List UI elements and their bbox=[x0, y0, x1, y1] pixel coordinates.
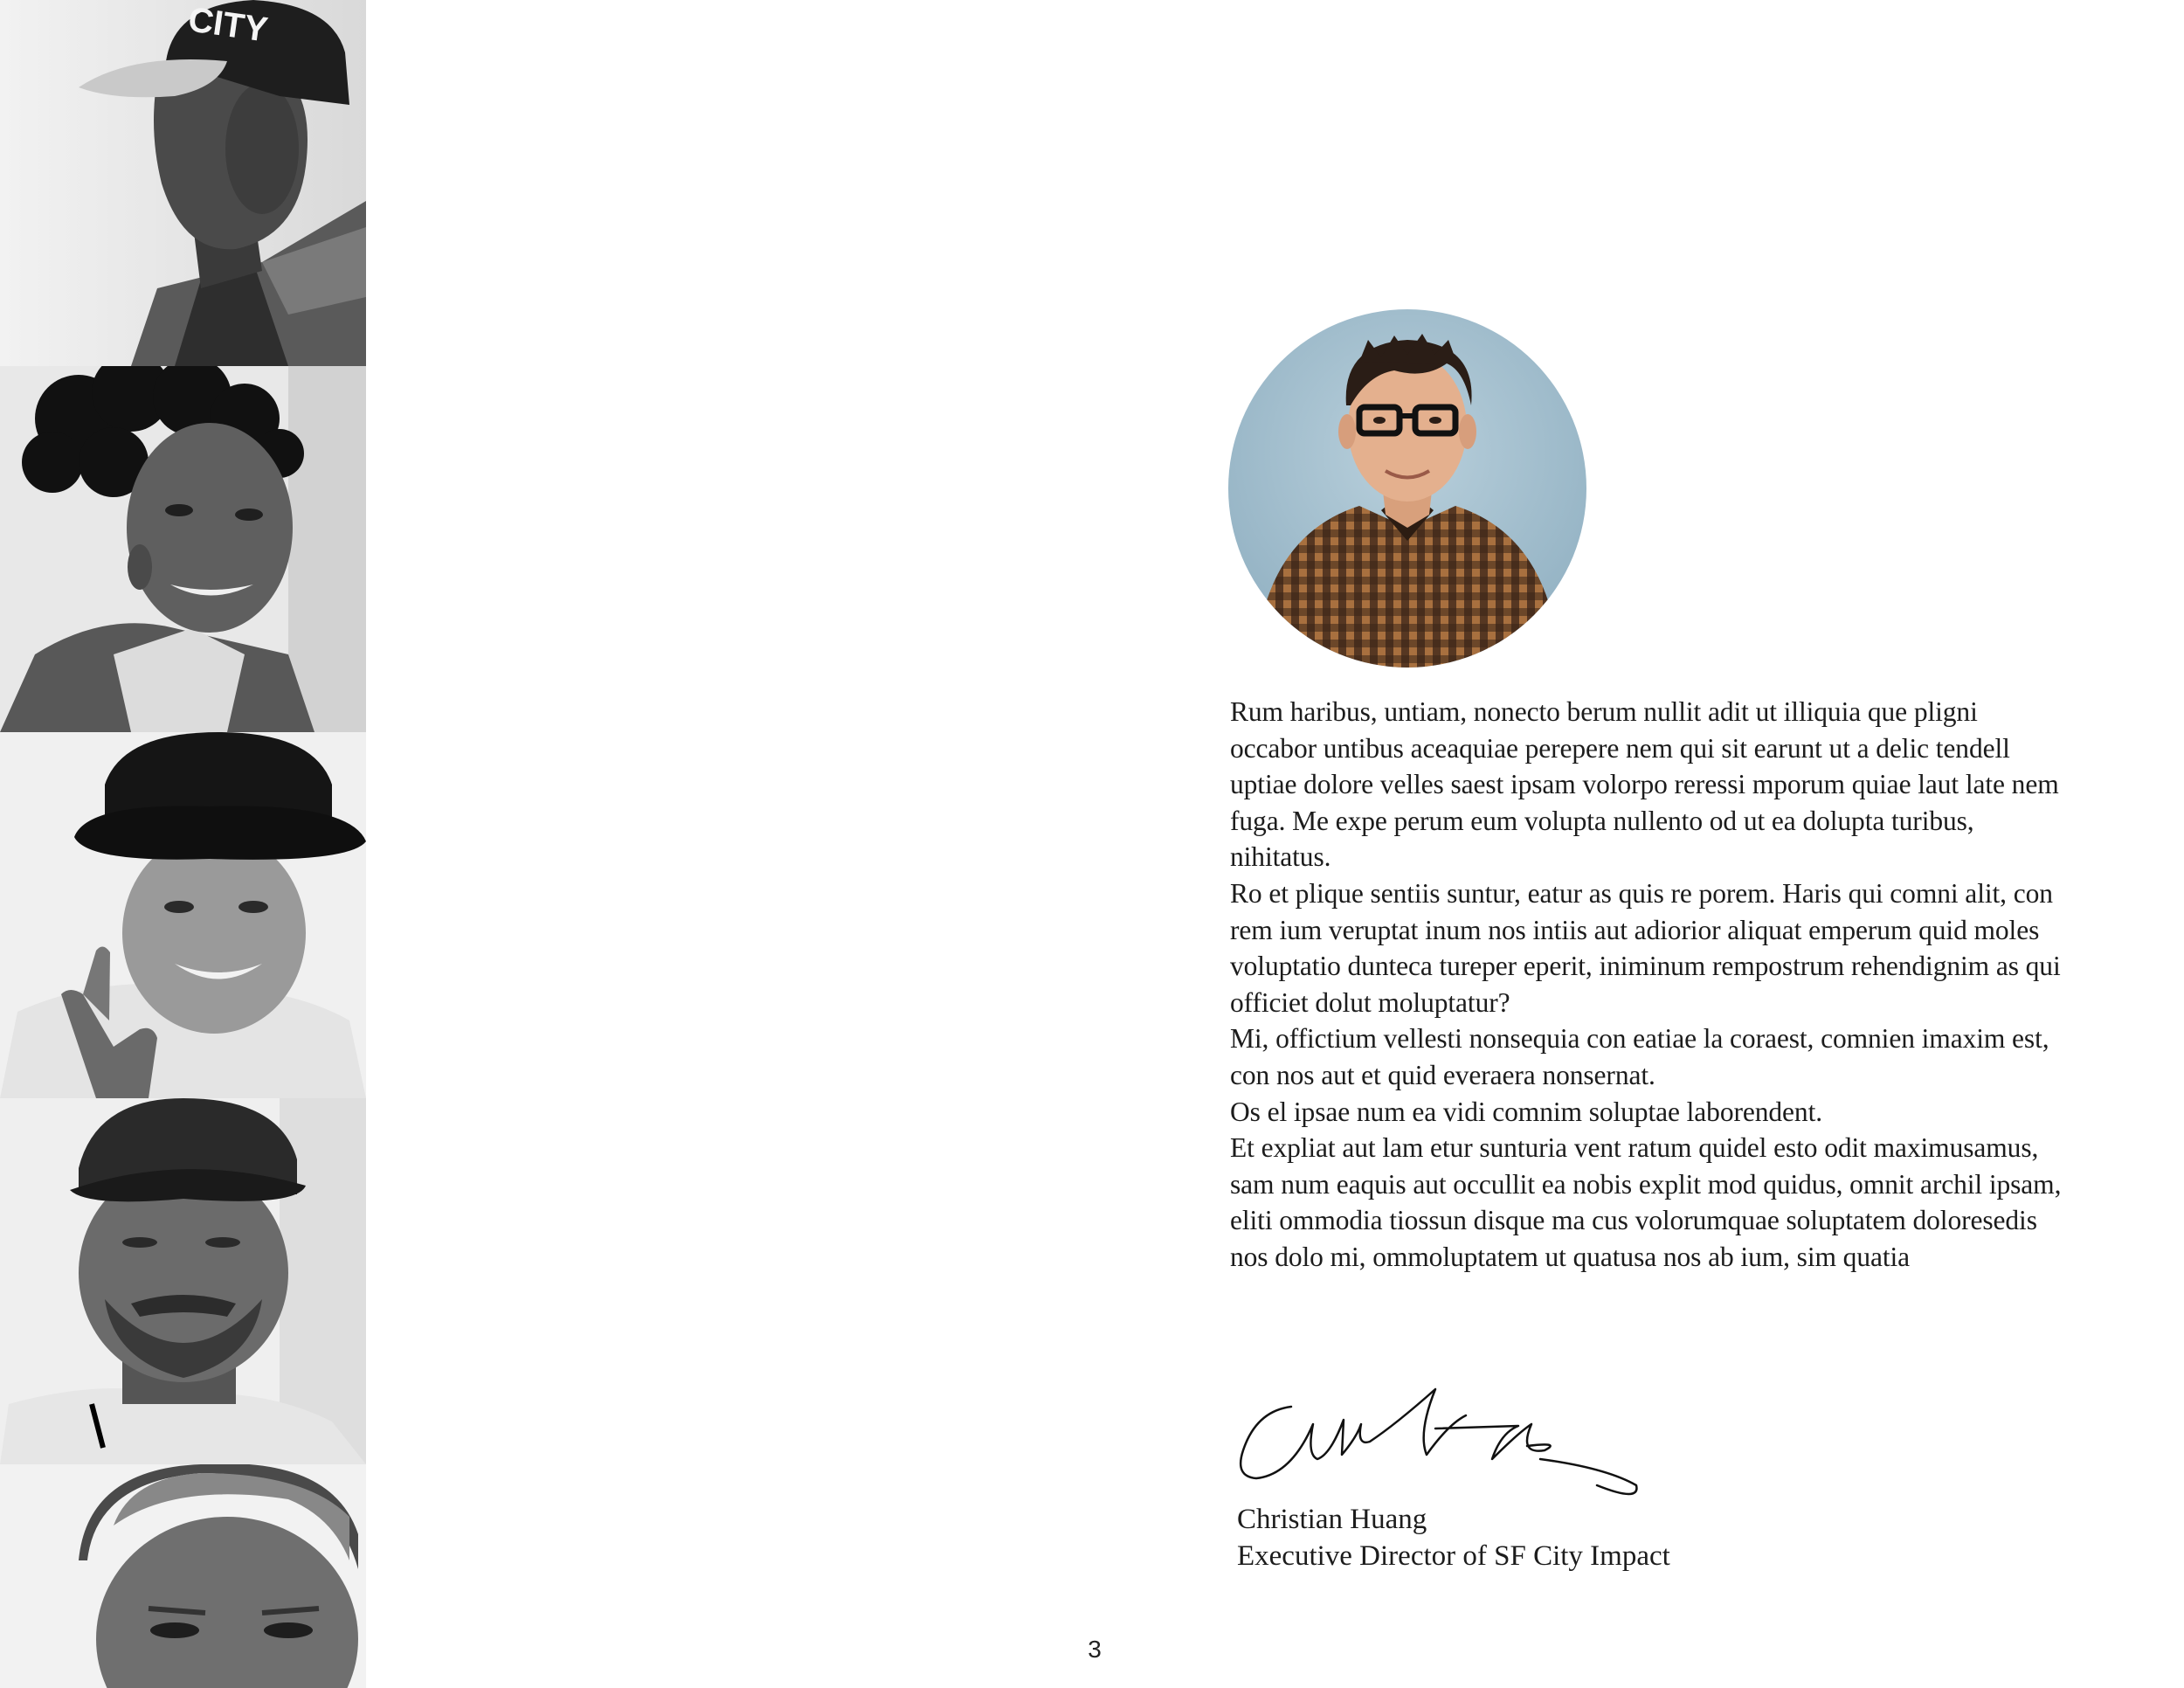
headshot-photo bbox=[1228, 309, 1586, 668]
page-number: 3 bbox=[1088, 1636, 1102, 1663]
letter-paragraph: Ro et plique sentiis suntur, eatur as quis re porem. Haris qui comni alit, con rem ium veruptat inum nos intiis aut adiorior aliquat emperum quid moles voluptatio dunteca tureper eperit, iniminum rempostrum rehendignim as qui officiet dolut moluptatur? bbox=[1230, 877, 2061, 1018]
portrait-strip bbox=[0, 0, 366, 1688]
portrait-man-cap bbox=[0, 0, 366, 366]
portrait-woman-bucket-hat bbox=[0, 732, 366, 1098]
signer-title: Executive Director of SF City Impact bbox=[1237, 1540, 1670, 1572]
signer-name: Christian Huang bbox=[1237, 1504, 1427, 1535]
handwritten-signature bbox=[1230, 1372, 1684, 1503]
letter-paragraph: Et expliat aut lam etur sunturia vent ratum quidel esto odit maximusamus, sam num eaquis aut occullit ea nobis explit mod quidus, omnit archil ipsam, eliti ommodia tiossun disque ma cus volorumquae soluptatem doloresedis nos dolo mi, ommoluptatem ut quatusa nos ab ium, sim quatia bbox=[1230, 1132, 2062, 1272]
portrait-man-cap-beard bbox=[0, 1098, 366, 1464]
letter-paragraph: Rum haribus, untiam, nonecto berum nullit adit ut illiquia que pligni occabor untibus aceaquiae perepere nem qui sit earunt ut a delic tendell uptiae dolore velles saest ipsam volorpo reressi mporum quiae laut late nem fuga. Me expe perum eum volupta nullento od ut ea dolupta turibus, nihitatus. bbox=[1230, 696, 2059, 873]
portrait-woman-curly-hair bbox=[0, 366, 366, 732]
cap-lettering: CITY bbox=[185, 0, 271, 50]
signer-block bbox=[1237, 1501, 1670, 1574]
portrait-older-man bbox=[0, 1464, 366, 1688]
letter-paragraph: Mi, offictium vellesti nonsequia con eatiae la coraest, comnien imaxim est, con nos aut et quid everaera nonsernat. bbox=[1230, 1023, 2049, 1090]
letter-body bbox=[1230, 694, 2064, 1276]
letter-paragraph: Os el ipsae num ea vidi comnim soluptae laborendent. bbox=[1230, 1096, 1823, 1127]
